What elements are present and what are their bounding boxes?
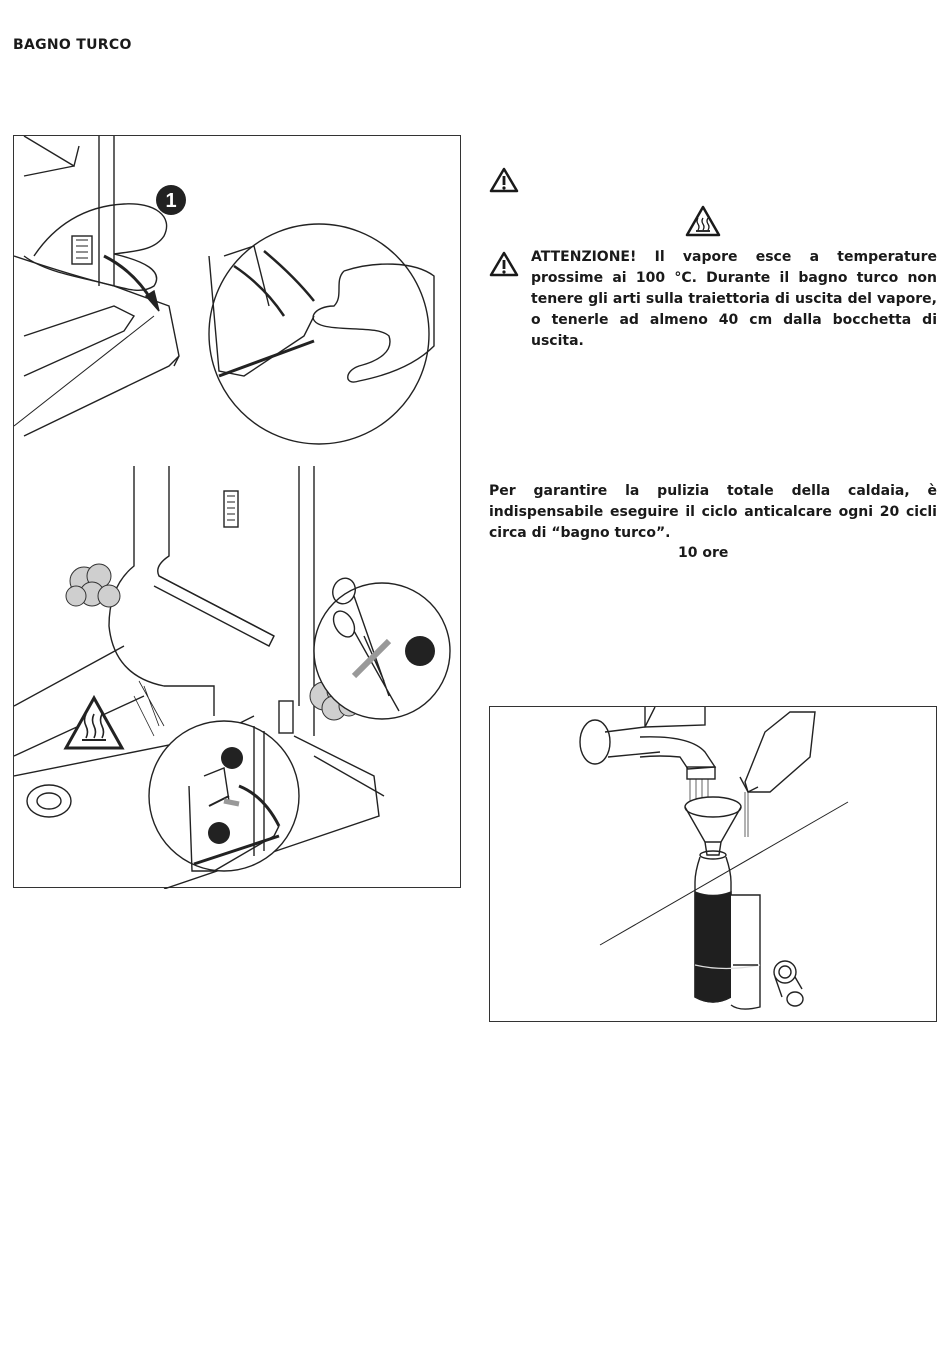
step-badge-filled [405, 636, 435, 666]
funnel-icon [685, 797, 741, 855]
bottle-icon [695, 851, 760, 1009]
steam-outlet-drawing [14, 136, 462, 889]
descaling-illustration [489, 706, 937, 1022]
cap-icon [774, 961, 803, 1006]
hot-surface-icon [66, 698, 122, 748]
descaling-paragraph: Per garantire la pulizia totale della caldaia, è indispensabile eseguire il ciclo anticalcare ogni 20 cicli circa di “bagno turco”. [489, 483, 937, 541]
steam-warning-text: ATTENZIONE! Il vapore esce a temperature prossime ai 100 °C. Durante il bagno turco non tenere gli arti sulla traiettoria di uscita del vapore, o tenerle ad almeno 40 cm dalla bocchetta di uscita. [531, 249, 937, 349]
zoom-detail-outlet [149, 721, 299, 871]
step-badge-filled [208, 822, 230, 844]
section-title: BAGNO TURCO [13, 37, 132, 53]
step-badge-filled [221, 747, 243, 769]
descaling-drawing [490, 707, 938, 1023]
step-badge-label: 1 [165, 190, 177, 212]
warning-triangle-icon [489, 167, 519, 193]
warning-triangle-icon [489, 251, 519, 277]
faucet-icon [580, 707, 715, 807]
steam-outlet-illustration [13, 135, 461, 888]
zoom-detail-scissors [314, 575, 450, 719]
descaling-duration: 10 ore [678, 545, 729, 561]
hot-surface-warning-icon [685, 205, 721, 237]
hand-icon [24, 204, 167, 290]
descaler-bottle-icon [740, 712, 815, 837]
zoom-detail-lever [209, 224, 434, 444]
